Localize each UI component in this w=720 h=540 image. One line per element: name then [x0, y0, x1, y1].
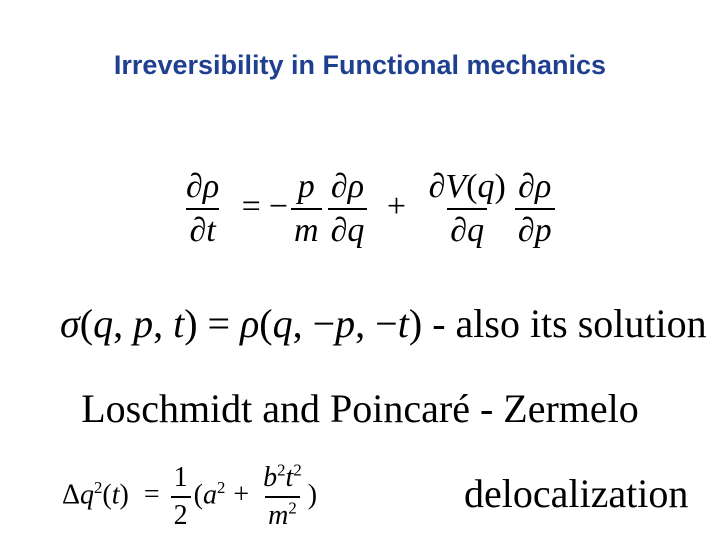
liouville-equation: $\frac{\partial\rho}{\partial t}$ = − $\frac{p}{m}$ $\frac{\partial\rho}{\partial q}$ + $\frac{\partial V(q)}{\partial q}$ $\frac{\partial\rho}{\partial p}$	[180, 168, 558, 250]
spread-equation: $\Delta q^2(t)$ = $\frac{1}{2}$ ($a^2$ + $\frac{b^2t^2}{m^2}$ ) delocalization	[62, 460, 689, 531]
delocalization-label: delocalization	[464, 471, 689, 516]
paradox-names: Loschmidt and Poincaré - Zermelo	[81, 386, 639, 431]
reversal-suffix: - also its solution	[432, 301, 707, 346]
time-reversal-equation: σ(q, p, t) = ρ(q, −p, −t) - also its solution	[60, 301, 707, 346]
slide-title: Irreversibility in Functional mechanics	[113, 50, 607, 80]
